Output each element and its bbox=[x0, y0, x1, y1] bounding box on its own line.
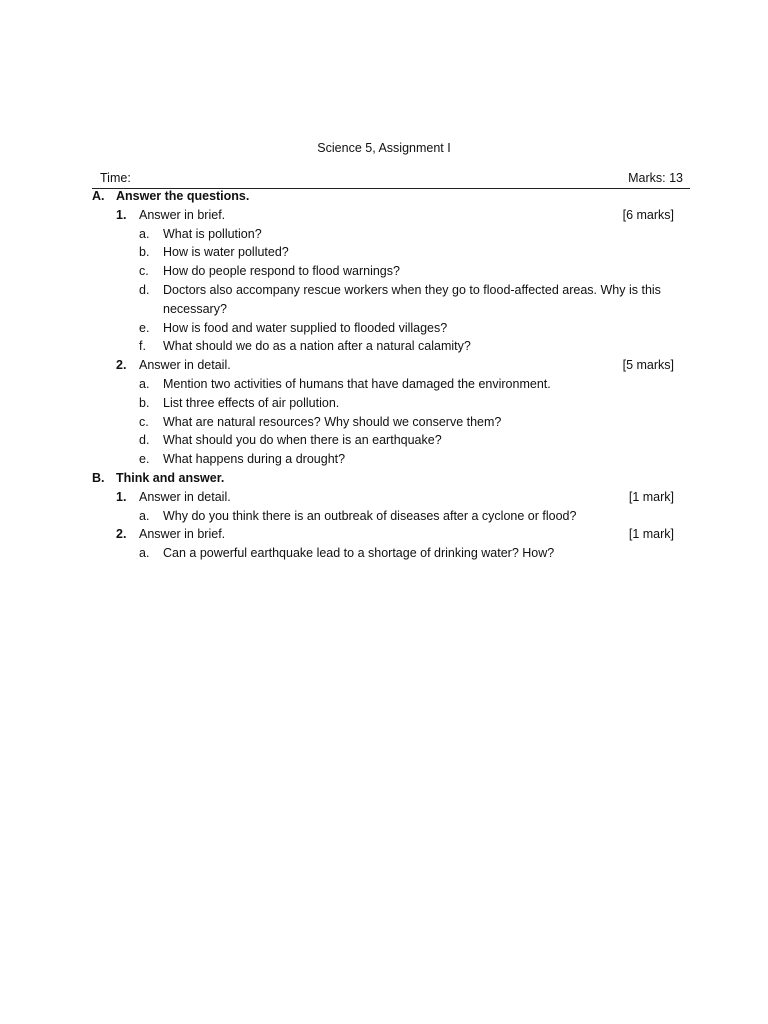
sub-question-letter: a. bbox=[139, 546, 150, 561]
question-instruction: Answer in brief. bbox=[139, 527, 226, 542]
question-row bbox=[92, 525, 692, 544]
section-heading bbox=[92, 187, 692, 206]
question-marks: [1 mark] bbox=[628, 489, 674, 504]
sub-question-letter: d. bbox=[139, 433, 150, 448]
sub-question-letter: a. bbox=[139, 226, 150, 241]
sub-question bbox=[92, 413, 692, 432]
question-number: 2. bbox=[116, 358, 127, 373]
sub-question bbox=[92, 225, 692, 244]
question-number: 1. bbox=[116, 207, 127, 222]
sub-question bbox=[92, 337, 692, 356]
question-instruction: Answer in detail. bbox=[139, 358, 231, 373]
total-marks: Marks: 13 bbox=[628, 171, 683, 185]
sub-question-text: Mention two activities of humans that have damaged the environment. bbox=[163, 376, 551, 391]
sub-question-letter: c. bbox=[139, 264, 149, 279]
sub-question-letter: e. bbox=[139, 452, 150, 467]
question-number: 2. bbox=[116, 527, 127, 542]
section-letter: B. bbox=[92, 470, 105, 485]
sub-question bbox=[92, 375, 692, 394]
sub-question bbox=[92, 319, 692, 338]
sub-question-letter: a. bbox=[139, 376, 150, 391]
sub-question bbox=[92, 450, 692, 469]
sub-question-letter: d. bbox=[139, 282, 150, 297]
question-row bbox=[92, 356, 692, 375]
sub-question-letter: c. bbox=[139, 414, 149, 429]
sub-question bbox=[92, 243, 692, 262]
time-label: Time: bbox=[100, 171, 131, 185]
document-title: Science 5, Assignment I bbox=[317, 141, 451, 155]
sub-question-text: How is water polluted? bbox=[163, 245, 289, 260]
question-marks: [1 mark] bbox=[628, 527, 674, 542]
sub-question-letter: f. bbox=[139, 339, 146, 354]
sub-question-text: What should you do when there is an earthquake? bbox=[163, 433, 442, 448]
sub-question-text: What should we do as a nation after a natural calamity? bbox=[163, 339, 471, 354]
sub-question-text: List three effects of air pollution. bbox=[163, 395, 340, 410]
question-number: 1. bbox=[116, 489, 127, 504]
sub-question-text: How do people respond to flood warnings? bbox=[163, 264, 400, 279]
sub-question-text: Doctors also accompany rescue workers when they go to flood-affected areas. Why is this necessary? bbox=[163, 282, 661, 316]
sub-question-text: Can a powerful earthquake lead to a shortage of drinking water? How? bbox=[163, 546, 555, 561]
question-row bbox=[92, 488, 692, 507]
sub-question-letter: e. bbox=[139, 320, 150, 335]
sub-question bbox=[92, 507, 692, 526]
question-instruction: Answer in brief. bbox=[139, 207, 226, 222]
sub-question bbox=[92, 262, 692, 281]
sub-question bbox=[92, 544, 692, 563]
sub-question bbox=[92, 281, 692, 319]
sub-question bbox=[92, 431, 692, 450]
question-list bbox=[92, 187, 692, 563]
sub-question-text: What are natural resources? Why should we conserve them? bbox=[163, 414, 502, 429]
sub-question-letter: b. bbox=[139, 395, 150, 410]
question-marks: [6 marks] bbox=[622, 207, 674, 222]
section-title: Answer the questions. bbox=[116, 189, 250, 203]
section-title: Think and answer. bbox=[116, 470, 225, 485]
section-letter: A. bbox=[92, 189, 105, 203]
section-heading bbox=[92, 469, 692, 488]
sub-question-text: What is pollution? bbox=[163, 226, 262, 241]
question-row bbox=[92, 206, 692, 225]
question-instruction: Answer in detail. bbox=[139, 489, 231, 504]
question-marks: [5 marks] bbox=[622, 358, 674, 373]
sub-question-text: How is food and water supplied to flooded villages? bbox=[163, 320, 448, 335]
sub-question-letter: a. bbox=[139, 508, 150, 523]
sub-question bbox=[92, 394, 692, 413]
sub-question-text: Why do you think there is an outbreak of diseases after a cyclone or flood? bbox=[163, 508, 577, 523]
sub-question-text: What happens during a drought? bbox=[163, 452, 346, 467]
sub-question-letter: b. bbox=[139, 245, 150, 260]
